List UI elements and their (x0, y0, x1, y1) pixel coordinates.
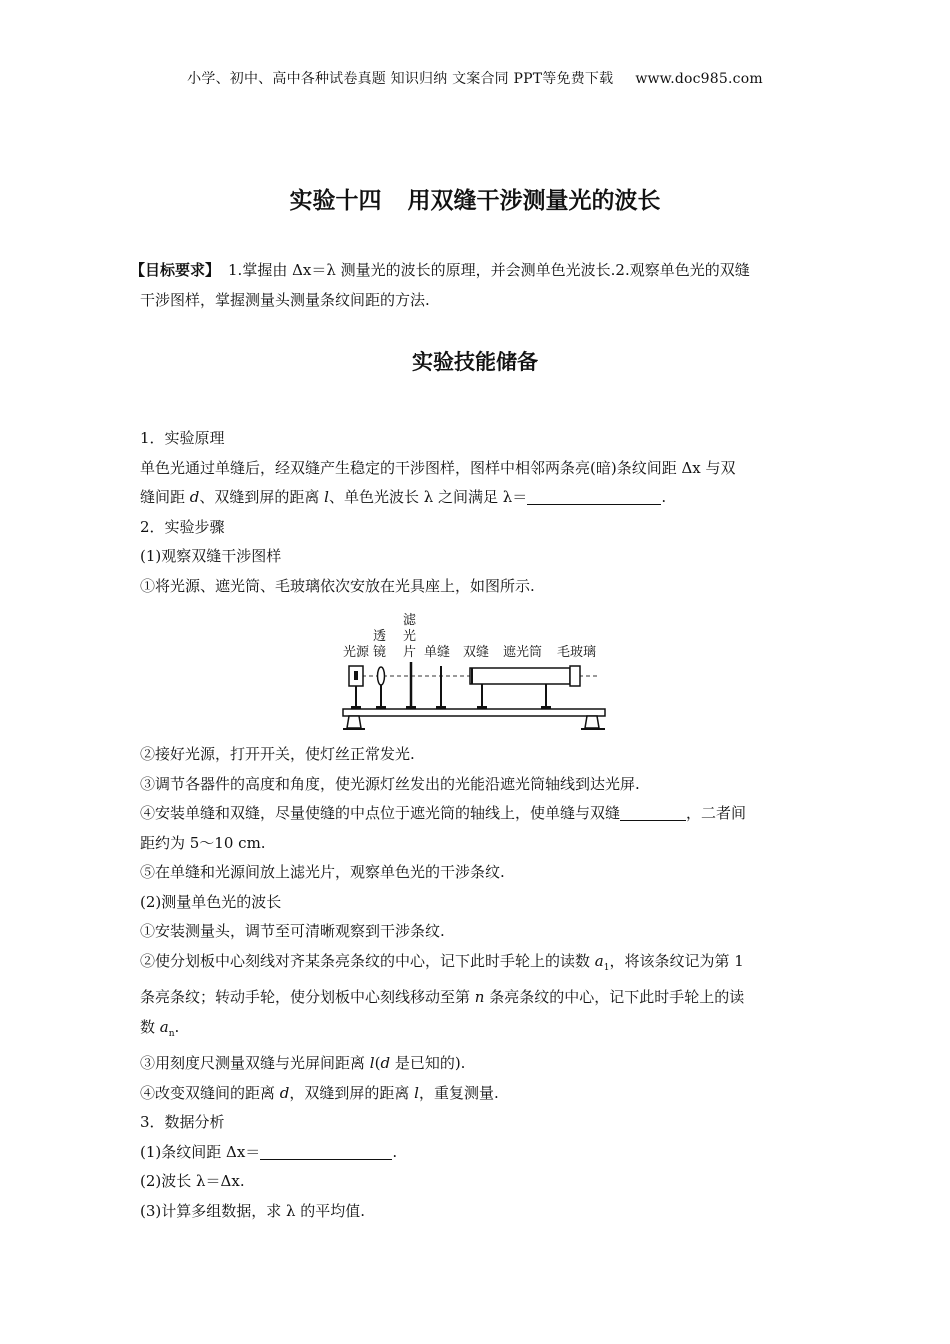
measure-2-end: 数 $a_n$. (140, 1017, 180, 1039)
step-4: ④安装单缝和双缝，尽量使缝的中点位于遮光筒的轴线上，使单缝与双缝 ，二者间 (140, 804, 747, 822)
data-3: (3)计算多组数据，求 λ 的平均值. (140, 1201, 366, 1220)
page-title (0, 182, 950, 215)
label-filter-1: 滤 (403, 613, 417, 628)
goal-line-1: 1.掌握由 Δx＝λ 测量光的波长的原理，并会测单色光波长.2.观察单色光的双缝 (228, 261, 750, 279)
header-url[interactable]: www.doc985.com (635, 71, 763, 87)
ground-glass-shape (570, 666, 580, 686)
step-1: ①将光源、遮光筒、毛玻璃依次安放在光具座上，如图所示. (140, 576, 535, 595)
principle-para-1: 单色光通过单缝后，经双缝产生稳定的干涉图样，图样中相邻两条亮(暗)条纹间距 Δx 与双 (140, 458, 736, 477)
measure-3: ③用刻度尺测量双缝与光屏间距离 l(d 是已知的). (140, 1054, 466, 1072)
step-3: ③调节各器件的高度和角度，使光源灯丝发出的光能沿遮光筒轴线到达光屏. (140, 774, 640, 793)
steps-sub-1: (1)观察双缝干涉图样 (140, 547, 282, 565)
header-text: 小学、初中、高中各种试卷真题 知识归纳 文案合同 PPT等免费下载 (187, 71, 614, 87)
measure-2-cont: 条亮条纹；转动手轮，使分划板中心刻线移动至第 n 条亮条纹的中心，记下此时手轮上的读 (140, 988, 745, 1006)
steps-sub-2: (2)测量单色光的波长 (140, 892, 282, 911)
filament (354, 671, 358, 680)
tube-shape (470, 668, 570, 684)
data-1: (1)条纹间距 Δx＝ . (140, 1142, 398, 1161)
goal-tag: 【目标要求】 (130, 261, 221, 279)
step-5: ⑤在单缝和光源间放上滤光片，观察单色光的干涉条纹. (140, 863, 505, 881)
label-single-slit: 单缝 (424, 645, 451, 660)
label-double-slit: 双缝 (463, 645, 490, 660)
label-tube: 遮光筒 (503, 645, 543, 660)
goal-requirements (130, 255, 812, 315)
measure-4: ④改变双缝间的距离 d，双缝到屏的距离 l，重复测量. (140, 1083, 499, 1102)
optical-bench (343, 709, 605, 716)
label-ground-glass: 毛玻璃 (557, 645, 597, 660)
steps-heading: 2．实验步骤 (140, 517, 225, 536)
section-title: 实验技能储备 (412, 350, 538, 374)
principle-heading: 1．实验原理 (140, 429, 225, 447)
section-steps (140, 740, 812, 1226)
step-2: ②接好光源，打开开关，使灯丝正常发光. (140, 745, 415, 763)
section-principle (140, 424, 812, 601)
data-heading: 3．数据分析 (140, 1113, 225, 1131)
label-filter-2: 光 (403, 629, 417, 644)
goal-line-2: 干涉图样，掌握测量头测量条纹间距的方法. (140, 291, 430, 309)
label-lens-2: 镜 (373, 645, 387, 660)
step-4-cont: 距约为 5～10 cm. (140, 833, 266, 852)
measure-2: ②使分划板中心刻线对齐某条亮条纹的中心，记下此时手轮上的读数 $a_1$，将该条纹记为第 1 (140, 951, 744, 973)
measure-1: ①安装测量头，调节至可清晰观察到干涉条纹. (140, 922, 445, 940)
data-2: (2)波长 λ＝Δx. (140, 1172, 245, 1190)
label-light-source: 光源 (343, 645, 370, 660)
label-lens-1: 透 (373, 629, 387, 644)
answer-blank-lambda[interactable] (527, 488, 661, 505)
page-header (0, 68, 950, 88)
apparatus-figure (335, 610, 615, 735)
title-experiment-number: 实验十四 (289, 188, 382, 214)
lens-shape (378, 667, 385, 685)
principle-para-2: 缝间距 d、双缝到屏的距离 l、单色光波长 λ 之间满足 λ＝ . (140, 488, 667, 506)
answer-blank-spacing[interactable] (260, 1143, 392, 1160)
label-filter-3: 片 (403, 645, 417, 660)
answer-blank-slits[interactable] (620, 804, 686, 821)
title-experiment-name: 用双缝干涉测量光的波长 (407, 188, 661, 214)
